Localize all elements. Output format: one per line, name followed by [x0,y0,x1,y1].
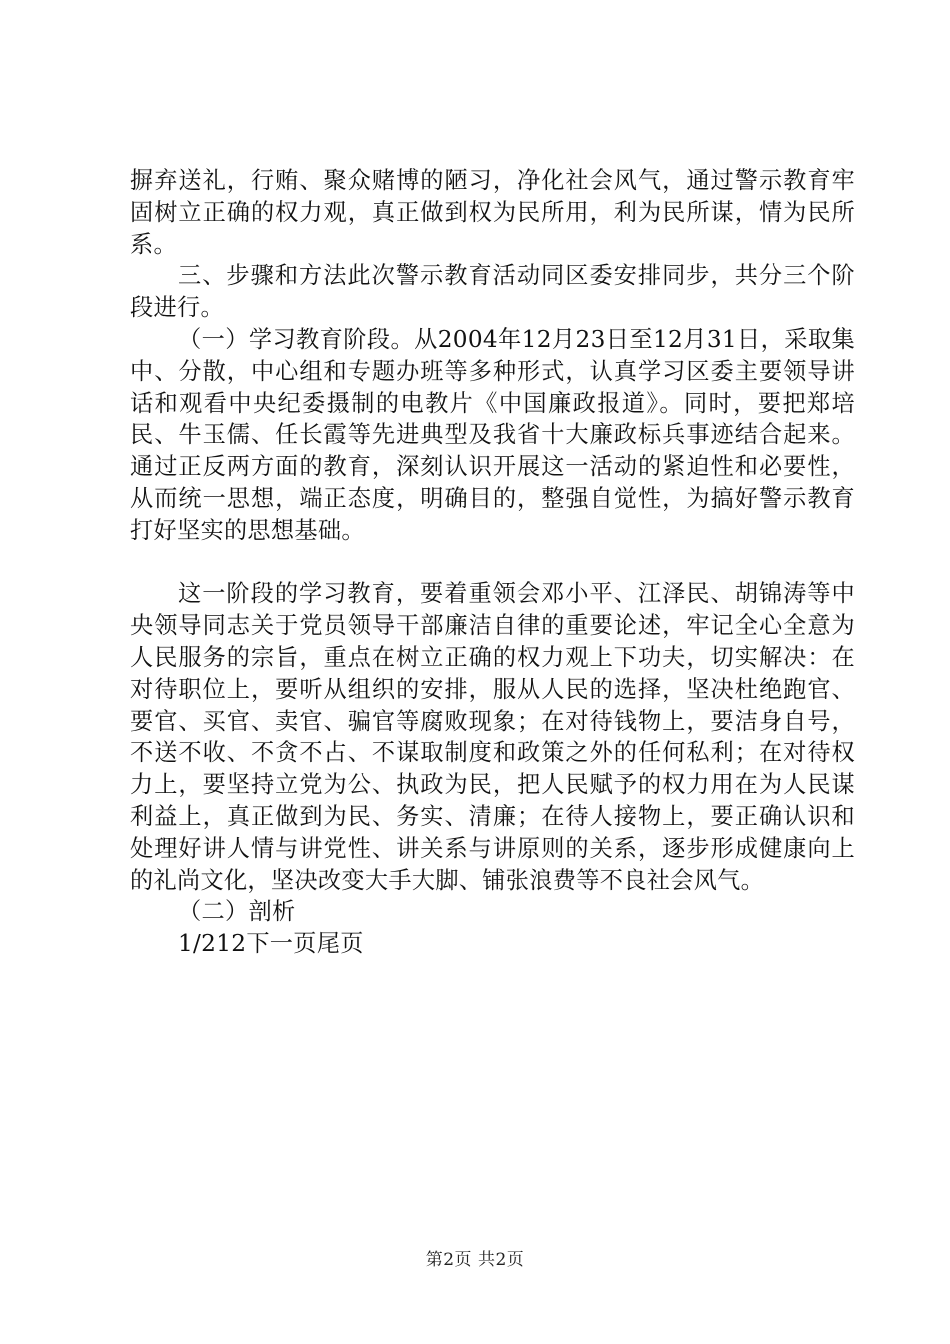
paragraph-stage-two-heading: （二）剖析 [178,898,296,926]
paragraph-spacer [130,547,855,579]
paragraph-stage-one-detail: 这一阶段的学习教育，要着重领会邓小平、江泽民、胡锦涛等中央领导同志关于党员领导干部廉洁自律的重要论述，牢记全心全意为人民服务的宗旨，重点在树立正确的权力观上下功夫，切实解决：在对待职位上，要听从组织的安排，服从人民的选择，坚决杜绝跑官、要官、买官、卖官、骗官等腐败现象；在对待钱物上，要洁身自号，不送不收、不贪不占、不谋取制度和政策之外的任何私利；在对待权力上，要坚持立党为公、执政为民，把人民赋予的权力用在为人民谋利益上，真正做到为民、务实、清廉；在待人接物上，要正确认识和处理好讲人情与讲党性、讲关系与讲原则的关系，逐步形成健康向上的礼尚文化，坚决改变大手大脚、铺张浪费等不良社会风气。 [130,580,855,894]
pagination-line: 1/212下一页尾页 [178,930,364,958]
paragraph-steps-heading: 三、步骤和方法此次警示教育活动同区委安排同步，共分三个阶段进行。 [130,262,855,322]
document-body [130,165,855,960]
paragraph-stage-one: （一）学习教育阶段。从2004年12月23日至12月31日，采取集中、分散，中心组和专题办班等多种形式，认真学习区委主要领导讲话和观看中央纪委摄制的电教片《中国廉政报道》。同时，要把郑培民、牛玉儒、任长霞等先进典型及我省十大廉政标兵事迹结合起来。通过正反两方面的教育，深刻认识开展这一活动的紧迫性和必要性，从而统一思想，端正态度，明确目的，整强自觉性，为搞好警示教育打好坚实的思想基础。 [130,325,855,544]
page-number-footer: 第2页 共2页 [425,1250,525,1270]
paragraph-continuation: 摒弃送礼，行贿、聚众赌博的陋习，净化社会风气，通过警示教育牢固树立正确的权力观，真正做到权为民所用，利为民所谋，情为民所系。 [130,167,855,258]
